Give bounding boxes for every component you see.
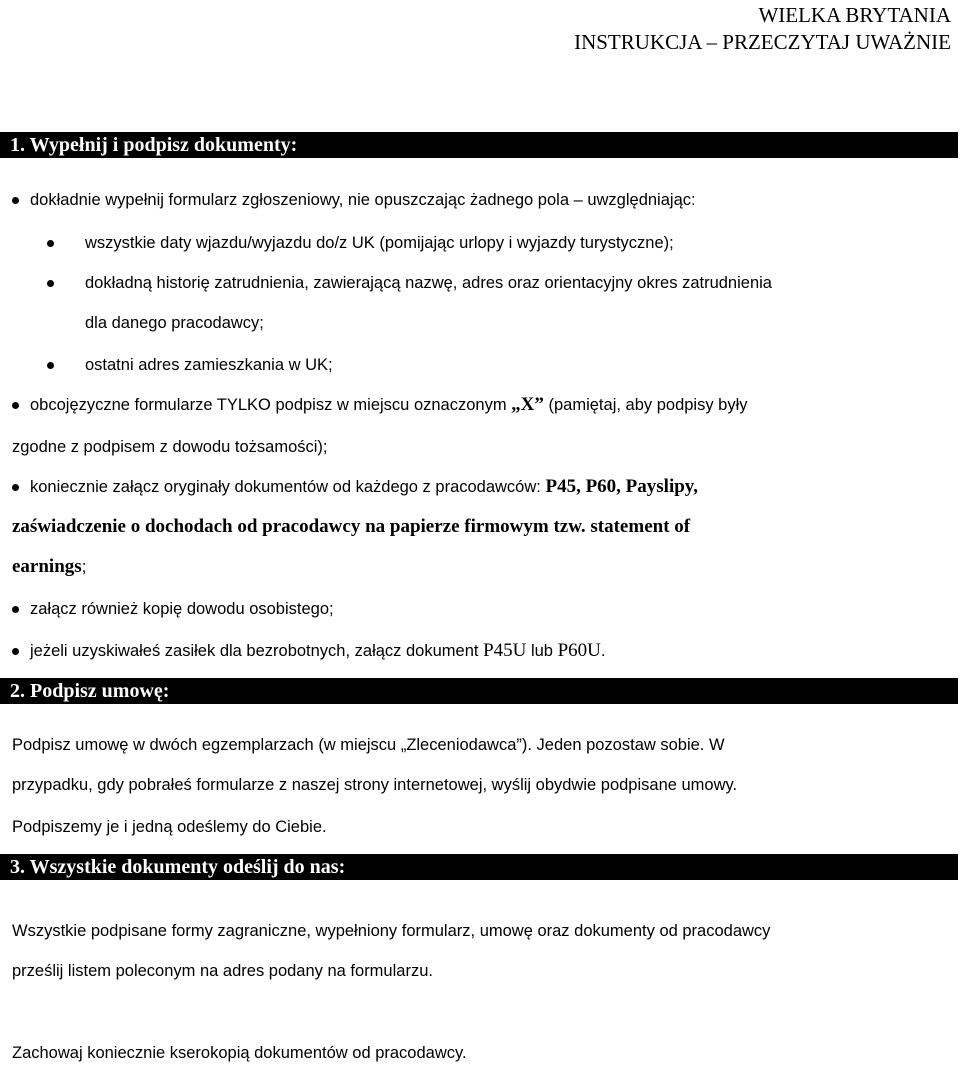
bullet-icon: [12, 606, 19, 613]
send-docs-line-2: prześlij listem poleconym na adres podany na formularzu.: [12, 962, 433, 980]
sign-contract-line-2: przypadku, gdy pobrałeś formularze z naszej strony internetowej, wyślij obydwie podpisane umowy.: [12, 776, 738, 794]
send-docs-line-1: Wszystkie podpisane formy zagraniczne, wypełniony formularz, umowę oraz dokumenty od pracodawcy: [12, 922, 771, 940]
item-foreign-forms: obcojęzyczne formularze TYLKO podpisz w miejscu oznaczonym: [30, 396, 507, 414]
country-title: WIELKA BRYTANIA: [758, 3, 951, 27]
period: .: [600, 642, 606, 660]
sign-contract-line-3: Podpiszemy je i jedną odeślemy do Ciebie.: [12, 818, 327, 836]
section-2-title: 2. Podpisz umowę:: [0, 678, 958, 704]
section-3-title: 3. Wszystkie dokumenty odeślij do nas:: [0, 854, 958, 880]
or-word: lub: [530, 642, 553, 660]
bullet-icon: [12, 484, 19, 491]
instruction-title: INSTRUKCJA – PRZECZYTAJ UWAŻNIE: [574, 30, 951, 54]
doc-p60u: P60U: [557, 640, 601, 661]
item-foreign-forms-cont: zgodne z podpisem z dowodu tożsamości);: [12, 438, 328, 456]
list-item: [12, 476, 698, 498]
item-originals: koniecznie załącz oryginały dokumentów od każdego z pracodawców:: [30, 478, 541, 496]
income-statement: zaświadczenie o dochodach od pracodawcy na papierze firmowym tzw. statement of: [12, 516, 691, 537]
bullet-icon: [12, 402, 19, 409]
doc-p45u: P45U: [483, 640, 527, 661]
item-id-copy: załącz również kopię dowodu osobistego;: [30, 600, 334, 618]
earnings-label: earnings: [12, 556, 82, 577]
bullet-icon: [47, 240, 54, 247]
keep-copy-note: Zachowaj koniecznie kserokopią dokumentów od pracodawcy.: [12, 1044, 467, 1062]
list-item: [47, 272, 772, 294]
item-foreign-forms-note: (pamiętaj, aby podpisy były: [548, 396, 748, 414]
section-1-title: 1. Wypełnij i podpisz dokumenty:: [0, 132, 958, 158]
sub-item-address: ostatni adres zamieszkania w UK;: [85, 356, 333, 374]
item-fill-form: dokładnie wypełnij formularz zgłoszeniowy, nie opuszczając żadnego pola – uwzględniając:: [30, 191, 696, 209]
sub-item-dates: wszystkie daty wjazdu/wyjazdu do/z UK (pomijając urlopy i wyjazdy turystyczne);: [85, 234, 674, 252]
item-unemployment: jeżeli uzyskiwałeś zasiłek dla bezrobotnych, załącz dokument: [30, 642, 479, 660]
signature-mark: „X”: [511, 394, 544, 415]
semicolon: ;: [81, 558, 87, 576]
sub-item-employment-cont: dla danego pracodawcy;: [85, 314, 264, 332]
item-originals-end: [12, 556, 86, 578]
sub-item-employment: dokładną historię zatrudnienia, zawierającą nazwę, adres oraz orientacyjny okres zatrudnienia: [85, 274, 772, 292]
list-item: [12, 394, 748, 416]
list-item: [12, 640, 605, 662]
bullet-icon: [12, 197, 19, 204]
list-item: [12, 189, 696, 211]
list-item: [12, 598, 334, 620]
document-header: [574, 2, 951, 56]
bullet-icon: [47, 280, 54, 287]
item-originals-cont: [12, 516, 690, 538]
bullet-icon: [12, 648, 19, 655]
sign-contract-line-1: Podpisz umowę w dwóch egzemplarzach (w miejscu „Zleceniodawca”). Jeden pozostaw sobie. W: [12, 736, 725, 754]
bullet-icon: [47, 362, 54, 369]
documents-list: P45, P60, Payslipy,: [545, 476, 699, 497]
list-item: [47, 232, 674, 254]
list-item: [47, 354, 333, 376]
